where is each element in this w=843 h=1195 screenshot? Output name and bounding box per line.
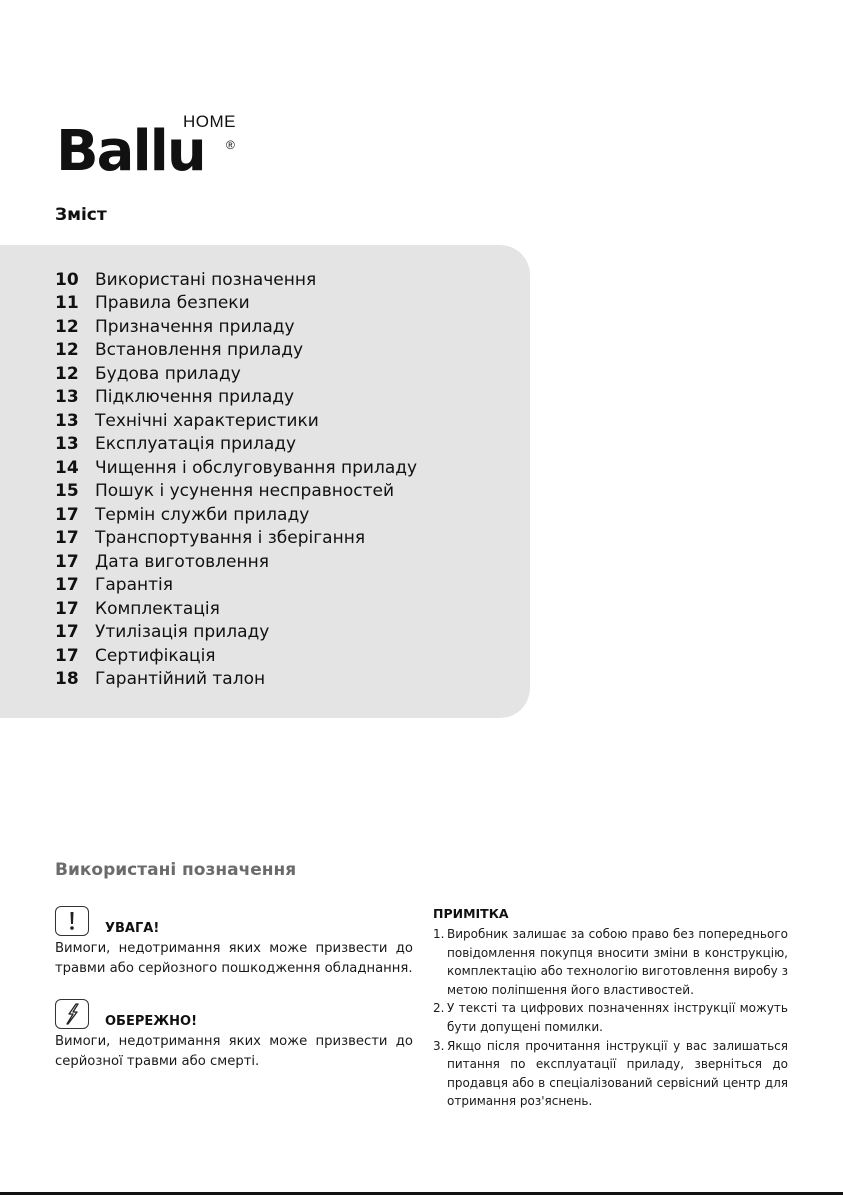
note-number: 2.: [433, 1001, 445, 1016]
contents-item-label: Підключення приладу: [95, 387, 295, 408]
contents-page-number: 17: [55, 622, 79, 643]
warning-header: [55, 904, 413, 936]
contents-item[interactable]: [55, 362, 417, 386]
contents-item[interactable]: [55, 433, 417, 457]
ballu-home-logo: [56, 108, 246, 188]
contents-page-number: 17: [55, 551, 79, 572]
contents-item-label: Технічні характеристики: [95, 410, 319, 431]
contents-item-label: Сертифікація: [95, 645, 216, 666]
note-number: 3.: [433, 1038, 445, 1053]
contents-page-number: 14: [55, 457, 79, 478]
contents-page-number: 12: [55, 363, 79, 384]
caution-text: Вимоги, недотримання яких може призвести до серйозної травми або смерті.: [55, 1034, 413, 1069]
contents-page-number: 12: [55, 316, 79, 337]
contents-page-number: 11: [55, 293, 79, 314]
warning-label: УВАГА!: [105, 921, 160, 936]
contents-page-number: 12: [55, 340, 79, 361]
contents-page-number: 17: [55, 528, 79, 549]
contents-item[interactable]: [55, 315, 417, 339]
note-item: [433, 999, 788, 1036]
contents-item-label: Гарантійний талон: [95, 669, 266, 690]
note-list: [433, 925, 788, 1111]
contents-item[interactable]: [55, 550, 417, 574]
contents-item[interactable]: [55, 597, 417, 621]
contents-item-label: Встановлення приладу: [95, 340, 304, 361]
note-text: Виробник залишає за собою право без попереднього повідомлення покупця вносити зміни в конструкцію, комплектацію або технологію виготовлення виробу з метою поліпшення його властивостей.: [447, 927, 788, 997]
note-item: [433, 925, 788, 999]
contents-item[interactable]: [55, 503, 417, 527]
contents-item-label: Будова приладу: [95, 363, 241, 384]
contents-item[interactable]: [55, 292, 417, 316]
note-item: [433, 1037, 788, 1111]
contents-item-label: Термін служби приладу: [95, 504, 310, 525]
contents-item-label: Використані позначення: [95, 269, 317, 290]
caution-label: ОБЕРЕЖНО!: [105, 1014, 198, 1029]
exclamation-icon: [55, 906, 89, 936]
contents-item-label: Дата виготовлення: [95, 551, 269, 572]
registered-mark: ®: [226, 138, 235, 152]
contents-item[interactable]: [55, 480, 417, 504]
section-heading-symbols: Використані позначення: [55, 860, 297, 880]
caution-header: [55, 997, 413, 1029]
contents-item[interactable]: [55, 409, 417, 433]
contents-page-number: 17: [55, 645, 79, 666]
caution-block: [55, 997, 413, 1072]
contents-item[interactable]: [55, 668, 417, 692]
contents-list: [55, 268, 417, 691]
contents-item-label: Гарантія: [95, 575, 173, 596]
contents-page-number: 10: [55, 269, 79, 290]
contents-item[interactable]: [55, 644, 417, 668]
contents-item-label: Правила безпеки: [95, 293, 250, 314]
warning-block: [55, 904, 413, 979]
note-number: 1.: [433, 927, 445, 941]
contents-item-label: Пошук і усунення несправностей: [95, 481, 395, 502]
contents-page-number: 17: [55, 575, 79, 596]
warning-text: Вимоги, недотримання яких може призвести до травми або серйозного пошкодження обладнання.: [55, 941, 413, 976]
contents-item[interactable]: [55, 456, 417, 480]
logo-subbrand: HOME: [183, 112, 236, 131]
contents-item-label: Комплектація: [95, 598, 220, 619]
contents-page-number: 15: [55, 481, 79, 502]
contents-item[interactable]: [55, 386, 417, 410]
note-text: Якщо після прочитання інструкції у вас залишаться питання по експлуатації приладу, зверніться до продавця або в спеціалізований сервісний центр для отримання роз'яснень.: [447, 1038, 788, 1109]
contents-item[interactable]: [55, 339, 417, 363]
contents-item-label: Експлуатація приладу: [95, 434, 297, 455]
contents-page-number: 13: [55, 410, 79, 431]
contents-page-number: 17: [55, 504, 79, 525]
contents-page-number: 17: [55, 598, 79, 619]
contents-item[interactable]: [55, 574, 417, 598]
contents-item-label: Призначення приладу: [95, 316, 295, 337]
contents-page-number: 18: [55, 669, 79, 690]
contents-item-label: Транспортування і зберігання: [95, 528, 366, 549]
contents-item-label: Чищення і обслуговування приладу: [95, 457, 418, 478]
contents-page-number: 13: [55, 387, 79, 408]
lightning-icon: [55, 999, 89, 1029]
contents-page-number: 13: [55, 434, 79, 455]
contents-title: Зміст: [55, 205, 107, 225]
contents-item-label: Утилізація приладу: [95, 622, 270, 643]
logo-wordmark: Ballu: [56, 119, 205, 184]
note-block: [433, 906, 788, 1111]
contents-item[interactable]: [55, 621, 417, 645]
contents-item[interactable]: [55, 527, 417, 551]
note-text: У тексті та цифрових позначеннях інструкції можуть бути допущені помилки.: [447, 1001, 788, 1034]
contents-item[interactable]: [55, 268, 417, 292]
note-title: ПРИМІТКА: [433, 906, 509, 921]
